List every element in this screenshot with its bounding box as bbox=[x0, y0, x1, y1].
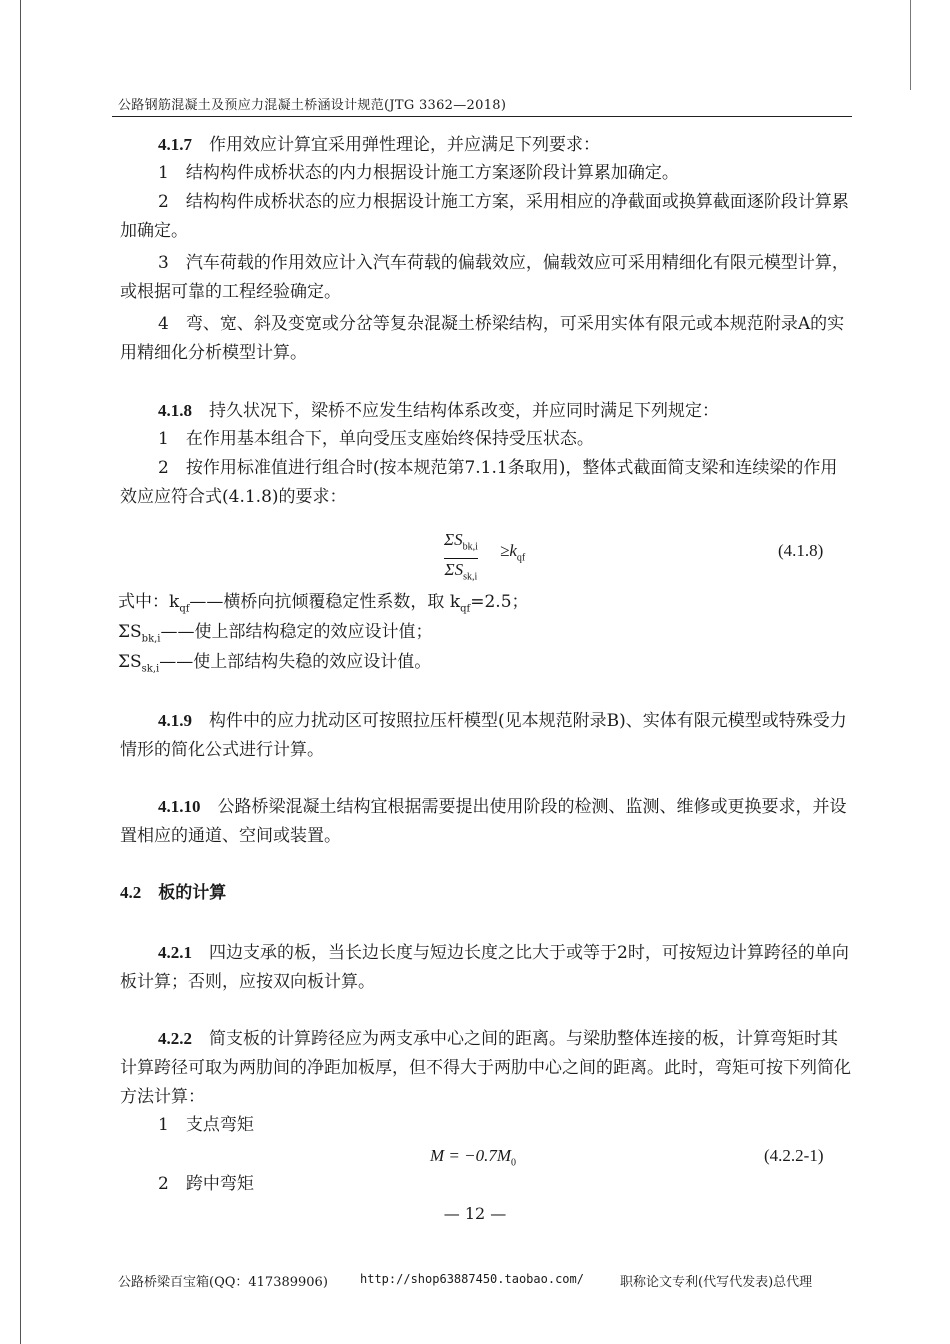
scan-edge-line bbox=[910, 0, 911, 90]
clause-text: 构件中的应力扰动区可按照拉压杆模型(见本规范附录B)、实体有限元模型或特殊受力情形的简化公式进行计算。 bbox=[120, 711, 847, 760]
section-heading: 4.2 板的计算 bbox=[120, 883, 227, 903]
list-item: 3 汽车荷载的作用效应计入汽车荷载的偏载效应，偏载效应可采用精细化有限元模型计算，或根据可靠的工程经验确定。 bbox=[120, 253, 849, 302]
formula-4-2-2-1: $M = -0.7M_0$ bbox=[430, 1146, 517, 1169]
fraction-bar bbox=[444, 558, 478, 559]
list-item: 1 结构构件成桥状态的内力根据设计施工方案逐阶段计算累加确定。 bbox=[158, 163, 679, 183]
list-item: 1 支点弯矩 bbox=[158, 1115, 254, 1135]
clause-number: 4.1.10 bbox=[158, 797, 201, 816]
clause-number: 4.1.8 bbox=[158, 401, 192, 420]
clause-text: 作用效应计算宜采用弹性理论，并应满足下列要求： bbox=[209, 135, 600, 155]
symbol-definition-sbk: $\Sigma S_{bk,i}——$使上部结构稳定的效应设计值； bbox=[118, 622, 433, 645]
formula-4-1-8-fraction bbox=[444, 530, 478, 588]
page-number: — 12 — bbox=[443, 1204, 507, 1223]
clause-4-1-8 bbox=[120, 396, 852, 426]
list-item: 2 结构构件成桥状态的应力根据设计施工方案，采用相应的净截面或换算截面逐阶段计算累加确定。 bbox=[120, 192, 849, 241]
scan-edge-line bbox=[20, 0, 21, 1344]
equation-number: (4.1.8) bbox=[778, 541, 824, 560]
symbol-definition-ssk: $\Sigma S_{sk,i}——$使上部结构失稳的效应设计值。 bbox=[118, 652, 432, 675]
footer-right: 职称论文专利(代写代发表)总代理 bbox=[620, 1275, 813, 1290]
clause-text: 公路桥梁混凝土结构宜根据需要提出使用阶段的检测、监测、维修或更换要求，并设置相应的通道、空间或装置。 bbox=[120, 797, 847, 846]
clause-text: 持久状况下，梁桥不应发生结构体系改变，并应同时满足下列规定： bbox=[209, 401, 719, 421]
fraction-denominator: $\Sigma S_{sk,i}$ bbox=[444, 560, 478, 583]
clause-number: 4.1.9 bbox=[158, 711, 192, 730]
list-item: 1 在作用基本组合下，单向受压支座始终保持受压状态。 bbox=[158, 429, 594, 449]
footer-link[interactable]: http://shop63887450.taobao.com/ bbox=[360, 1272, 584, 1286]
header-rule bbox=[112, 116, 852, 117]
clause-4-2-2 bbox=[120, 1024, 852, 1112]
clause-4-1-9 bbox=[120, 706, 852, 765]
footer-left: 公路桥梁百宝箱(QQ：417389906) bbox=[118, 1275, 328, 1290]
clause-text: 简支板的计算跨径应为两支承中心之间的距离。与梁肋整体连接的板，计算弯矩时其计算跨径可取为两肋间的净距加板厚，但不得大于两肋中心之间的距离。此时，弯矩可按下列简化方法计算： bbox=[120, 1029, 851, 1107]
clause-number: 4.2.1 bbox=[158, 943, 192, 962]
equation-number: (4.2.2-1) bbox=[764, 1146, 824, 1165]
clause-text: 四边支承的板，当长边长度与短边长度之比大于或等于2时，可按短边计算跨径的单向板计算；否则，应按双向板计算。 bbox=[120, 943, 849, 992]
clause-number: 4.1.7 bbox=[158, 135, 192, 154]
clause-4-1-10 bbox=[120, 792, 852, 851]
list-item: 2 跨中弯矩 bbox=[158, 1174, 254, 1194]
fraction-numerator: $\Sigma S_{bk,i}$ bbox=[444, 530, 478, 553]
clause-4-2-1 bbox=[120, 938, 852, 997]
symbol-definition-kqf: 式中：$k_{qf}——$横桥向抗倾覆稳定性系数，取 $k_{qf}=2.5$； bbox=[118, 592, 529, 615]
clause-4-1-7 bbox=[120, 130, 852, 160]
list-item: 4 弯、宽、斜及变宽或分岔等复杂混凝土桥梁结构，可采用实体有限元或本规范附录A的实用精细化分析模型计算。 bbox=[120, 314, 845, 363]
running-header: 公路钢筋混凝土及预应力混凝土桥涵设计规范(JTG 3362—2018) bbox=[118, 98, 507, 113]
list-item: 2 按作用标准值进行组合时(按本规范第7.1.1条取用)，整体式截面简支梁和连续梁的作用效应应符合式(4.1.8)的要求： bbox=[120, 458, 838, 507]
clause-number: 4.2.2 bbox=[158, 1029, 192, 1048]
formula-relation: $\ge k_{qf}$ bbox=[500, 541, 526, 564]
